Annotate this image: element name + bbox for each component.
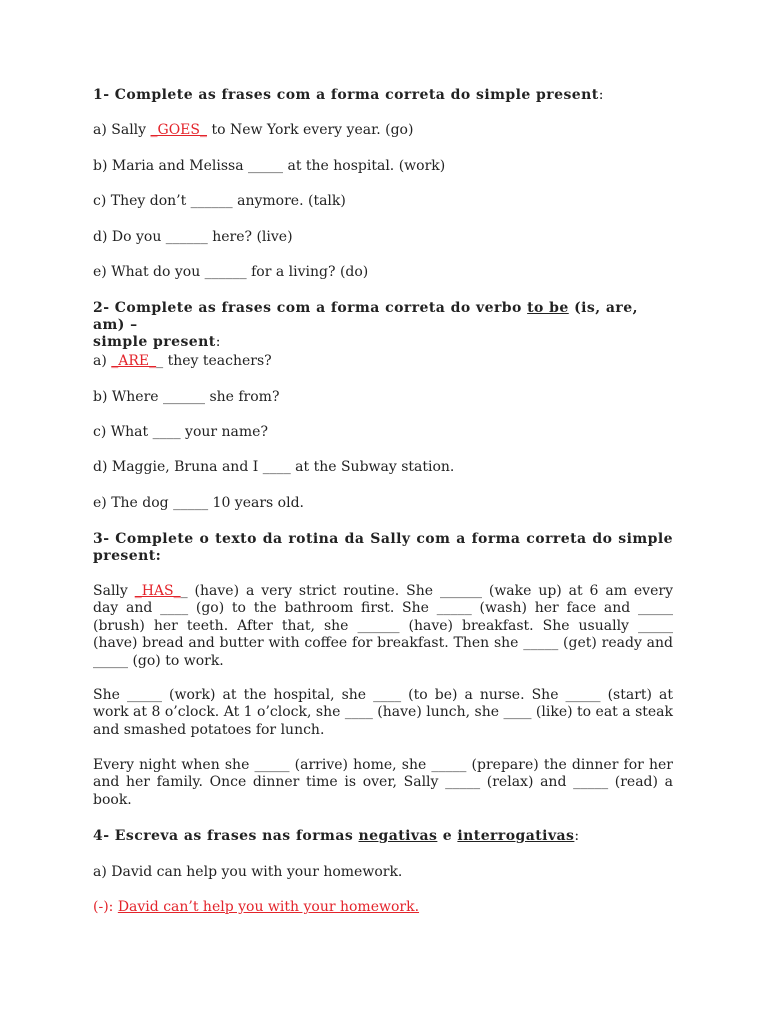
section-4-heading: [93, 828, 673, 845]
negative-prefix: (-):: [93, 899, 118, 915]
section-1-item-b: b) Maria and Melissa _____ at the hospital. (work): [93, 158, 446, 174]
section-2-heading-options: (is, are, am) –: [93, 300, 638, 333]
section-1-item-c: c) They don’t ______ anymore. (talk): [93, 193, 346, 209]
line-suffix: _ (have) a very strict routine. She ______ (wake up) at 6 am every: [180, 583, 673, 599]
section-3-heading-line1: 3- Complete o texto da rotina da Sally com a forma correta do simple: [93, 531, 673, 547]
section-2-heading-line2: simple present: [93, 334, 216, 350]
paragraph-line: work at 8 o’clock. At 1 o’clock, she ____ (have) lunch, she ____ (like) to eat a steak: [93, 704, 673, 721]
answer-text: _HAS_: [134, 583, 181, 599]
section-2-item-c: c) What ____ your name?: [93, 424, 268, 440]
section-1-item-d: d) Do you ______ here? (live): [93, 229, 293, 245]
section-4-heading-conj: e: [437, 828, 458, 844]
paragraph-line: [93, 583, 673, 600]
section-2-item-b: b) Where ______ she from?: [93, 389, 280, 405]
section-2-heading: [93, 300, 673, 351]
section-2-item-e: e) The dog _____ 10 years old.: [93, 495, 304, 511]
paragraph-line: and smashed potatoes for lunch.: [93, 721, 325, 738]
section-2-heading-underlined: to be: [527, 300, 569, 316]
answer-text: David can’t help you with your homework.: [117, 899, 420, 915]
paragraph-line: _____ (go) to work.: [93, 652, 224, 669]
item-prefix: a): [93, 353, 112, 369]
section-4-negative-answer: [93, 899, 419, 916]
section-2-heading-colon: :: [215, 334, 221, 350]
section-1-heading: [93, 87, 673, 104]
section-1-item-e: e) What do you ______ for a living? (do): [93, 264, 369, 280]
paragraph-line: She _____ (work) at the hospital, she ____ (to be) a nurse. She _____ (start) at: [93, 687, 673, 703]
paragraph-line: (have) bread and butter with coffee for breakfast. Then she _____ (get) ready and: [93, 635, 673, 652]
answer-text: _GOES_: [150, 122, 207, 138]
section-3-heading: [93, 531, 673, 565]
paragraph-line: Every night when she _____ (arrive) home, she _____ (prepare) the dinner for her: [93, 757, 673, 773]
section-2-item-d: d) Maggie, Bruna and I ____ at the Subway station.: [93, 459, 455, 475]
item-suffix: _ they teachers?: [156, 353, 272, 369]
line-prefix: Sally: [93, 583, 135, 599]
section-4-heading-negativas: negativas: [358, 828, 438, 844]
answer-text: _ARE_: [111, 353, 157, 369]
section-4-heading-interrogativas: interrogativas: [457, 828, 575, 844]
section-4-heading-text: 4- Escreva as frases nas formas: [93, 828, 359, 844]
item-suffix: to New York every year. (go): [207, 122, 414, 138]
item-prefix: a) Sally: [93, 122, 151, 138]
section-1-heading-colon: :: [598, 87, 604, 103]
section-4-heading-colon: :: [574, 828, 580, 844]
paragraph-line: (brush) her teeth. After that, she ______ (have) breakfast. She usually _____: [93, 617, 673, 634]
section-3-heading-line2: present:: [93, 548, 162, 564]
section-2-heading-text: 2- Complete as frases com a forma correta do verbo: [93, 300, 528, 316]
section-2-item-a: [93, 353, 272, 370]
paragraph-line: book.: [93, 791, 132, 808]
routine-paragraph-2: [93, 687, 673, 739]
routine-paragraph-3: [93, 757, 673, 809]
paragraph-line: day and ____ (go) to the bathroom first. She _____ (wash) her face and _____: [93, 600, 673, 617]
section-1-item-a: [93, 122, 413, 139]
section-4-item-a: a) David can help you with your homework.: [93, 864, 403, 880]
routine-paragraph-1: [93, 583, 673, 670]
paragraph-line: and her family. Once dinner time is over, Sally _____ (relax) and _____ (read) a: [93, 774, 673, 791]
section-1-heading-text: 1- Complete as frases com a forma correta do simple present: [93, 87, 599, 103]
